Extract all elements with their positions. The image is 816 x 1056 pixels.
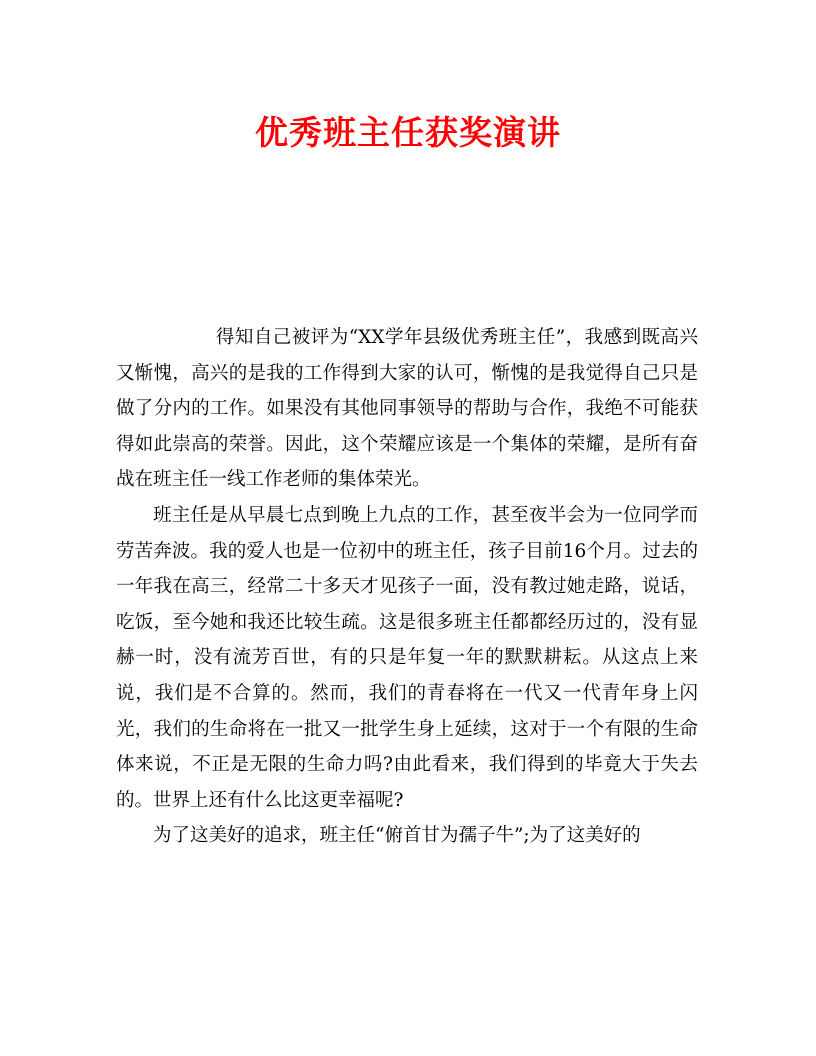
paragraph-3: 为了这美好的追求，班主任“俯首甘为孺子牛”;为了这美好的	[153, 825, 641, 847]
document-title: 优秀班主任获奖演讲	[255, 113, 561, 152]
paragraph-1: 得知自己被评为“XX学年县级优秀班主任”，我感到既高兴又惭愧，高兴的是我的工作得到大家的认可，惭愧的是我觉得自己只是做了分内的工作。如果没有其他同事领导的帮助与合作，我绝不可能获得如此崇高的荣誉。因此，这个荣耀应该是一个集体的荣耀，是所有奋战在班主任一线工作老师的集体荣光。	[116, 327, 698, 491]
paragraph-2: 班主任是从早晨七点到晚上九点的工作，甚至夜半会为一位同学而劳苦奔波。我的爱人也是一位初中的班主任，孩子目前16个月。过去的一年我在高三，经常二十多天才见孩子一面，没有教过她走路，说话，吃饭，至今她和我还比较生疏。这是很多班主任都都经历过的，没有显赫一时，没有流芳百世，有的只是年复一年的默默耕耘。从这点上来说，我们是不合算的。然而，我们的青春将在一代又一代青年身上闪光，我们的生命将在一批又一批学生身上延续，这对于一个有限的生命体来说，不正是无限的生命力吗?由此看来，我们得到的毕竟大于失去的。世界上还有什么比这更幸福呢?	[116, 504, 698, 811]
document-body	[116, 320, 698, 854]
